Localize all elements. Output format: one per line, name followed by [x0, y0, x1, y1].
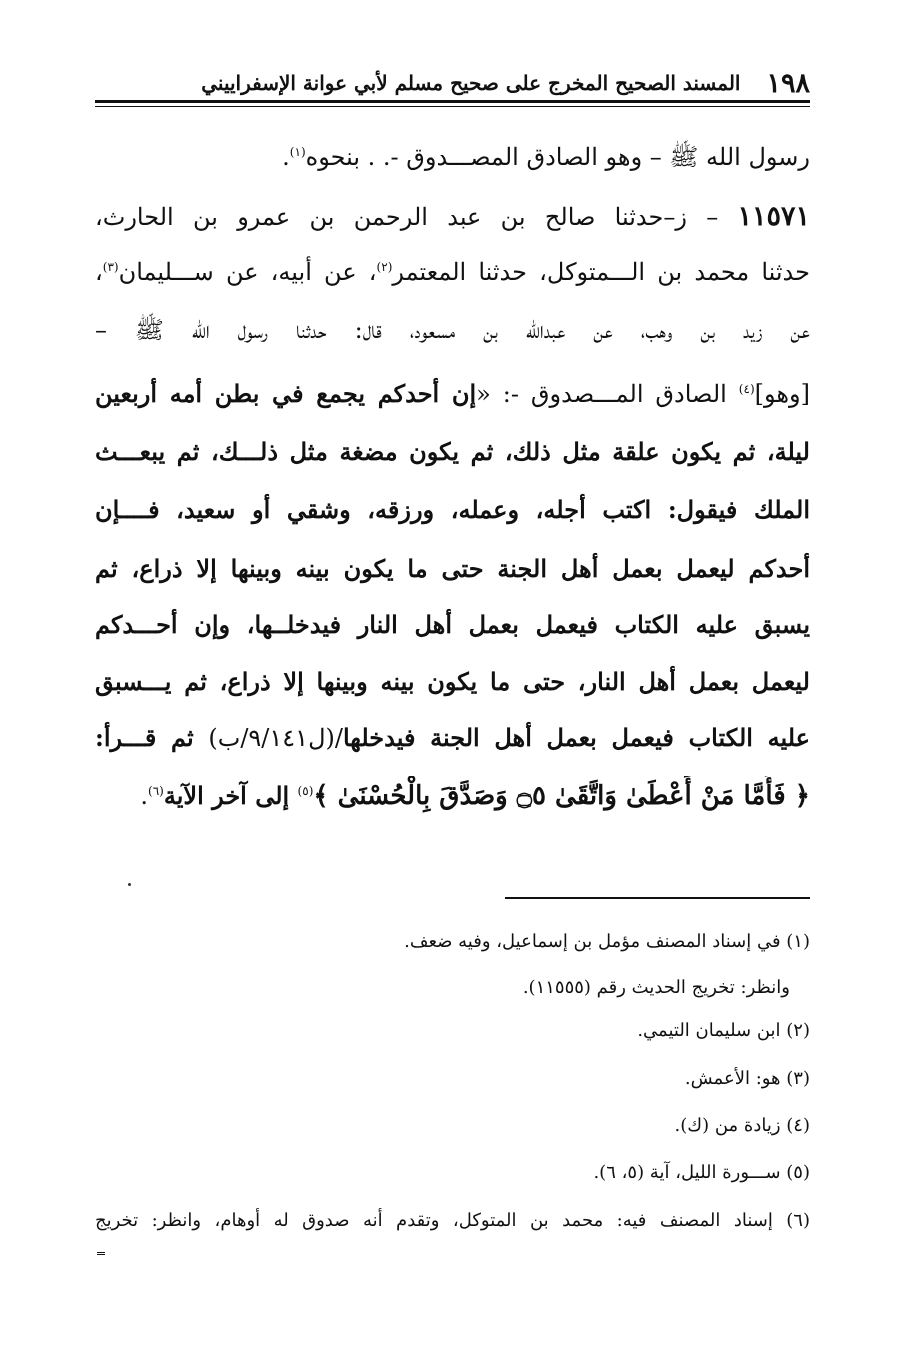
body-text: – ز–حدثنا صالح بن عبد الرحمن بن عمرو بن الحارث،	[95, 203, 719, 231]
footnote-4: (٤) زيادة من (ك).	[674, 1115, 810, 1136]
footnote-1-continuation: وانظر: تخريج الحديث رقم (١١٥٥٥).	[522, 977, 790, 998]
footnote-ref-2: (٢)	[376, 260, 393, 274]
body-text: [وهو]	[754, 380, 810, 408]
footnote-2: (٢) ابن سليمان التيمي.	[637, 1020, 810, 1041]
body-line-5	[95, 374, 810, 414]
manuscript-ref: /(ل٩/١٤١/ب)	[208, 724, 343, 752]
hadith-text: يسبق عليه الكتاب فيعمل بعمل أهل النار فيدخلــها، وإن أحـــدكم	[95, 610, 810, 639]
body-text: .	[282, 143, 290, 171]
print-speck	[128, 883, 131, 886]
continuation-mark	[97, 1252, 105, 1255]
hadith-text: عليه الكتاب فيعمل بعمل أهل الجنة فيدخلها	[342, 723, 810, 752]
page-number: ١٩٨	[766, 67, 810, 99]
footnote-ref-1: (١)	[289, 145, 306, 159]
footnote-ref-3: (٣)	[102, 260, 119, 274]
footnote-5: (٥) ســـورة الليل، آية (٥، ٦).	[593, 1162, 810, 1183]
footnote-1: (١) في إسناد المصنف مؤمل بن إسماعيل، وفيه ضعف.	[404, 931, 810, 952]
footnote-separator	[505, 897, 810, 899]
body-line-11	[95, 718, 810, 758]
body-text: إلى آخر الآية	[163, 781, 298, 810]
footnote-6: (٦) إسناد المصنف فيه: محمد بن المتوكل، وتقدم أنه صدوق له أوهام، وانظر: تخريج	[95, 1210, 810, 1231]
footnote-ref-6: (٦)	[148, 784, 164, 798]
body-text: ، عن أبيه، عن ســـليمان	[118, 258, 377, 286]
header-rule-thick	[95, 100, 810, 103]
body-line-1	[95, 137, 810, 177]
hadith-text: إن أحدكم يجمع في بطن أمه أربعين	[95, 379, 477, 408]
body-line-9	[95, 605, 810, 645]
page-header	[95, 66, 810, 100]
running-title: المسند الصحيح المخرج على صحيح مسلم لأبي عوانة الإسفراييني	[201, 71, 741, 95]
body-line-3	[95, 252, 810, 292]
body-text: ثم قـــرأ:	[95, 723, 209, 752]
body-line-2	[95, 197, 810, 237]
body-text: رسول الله ﷺ – وهو الصادق المصـــدوق -. . بنحوه	[305, 143, 810, 171]
footnote-ref-4: (٤)	[738, 382, 755, 396]
hadith-number: ١١٥٧١	[737, 201, 810, 232]
body-text: .	[140, 782, 149, 810]
body-text: الصادق المـــصدوق -: «	[476, 380, 739, 408]
quran-verse: ﴿ فَأَمَّا مَنْ أَعْطَىٰ وَاتَّقَىٰ ۝٥ وَصَدَّقَ بِالْحُسْنَىٰ ﴾	[313, 781, 810, 811]
body-line-7	[95, 490, 810, 530]
footnote-3: (٣) هو: الأعمش.	[684, 1068, 810, 1089]
hadith-text: أحدكم ليعمل بعمل أهل الجنة حتى ما يكون بينه وبينها إلا ذراع، ثم	[95, 554, 810, 583]
body-line-6	[95, 432, 810, 472]
body-text: ،	[95, 258, 103, 286]
hadith-text: ليعمل بعمل أهل النار، حتى ما يكون بينه وبينها إلا ذراع، ثم يـــسبق	[95, 667, 810, 696]
body-line-10	[95, 662, 810, 702]
body-line-8	[95, 549, 810, 589]
body-line-4	[95, 310, 810, 350]
hadith-text: ليلة، ثم يكون علقة مثل ذلك، ثم يكون مضغة مثل ذلـــك، ثم يبعـــث	[95, 437, 810, 466]
body-text: حدثنا محمد بن الـــمتوكل، حدثنا المعتمر	[392, 258, 810, 286]
body-line-12	[95, 776, 810, 816]
header-rule-thin	[95, 106, 810, 107]
footnote-ref-5: (٥)	[297, 784, 314, 798]
hadith-text: الملك فيقول: اكتب أجله، وعمله، ورزقه، وشقي أو سعيد، فــــإن	[95, 495, 810, 524]
body-text: عن زيد بن وهب، عن عبدالله بن مسعود، قال: حدثنا رسول الله ﷺ –	[95, 316, 810, 344]
